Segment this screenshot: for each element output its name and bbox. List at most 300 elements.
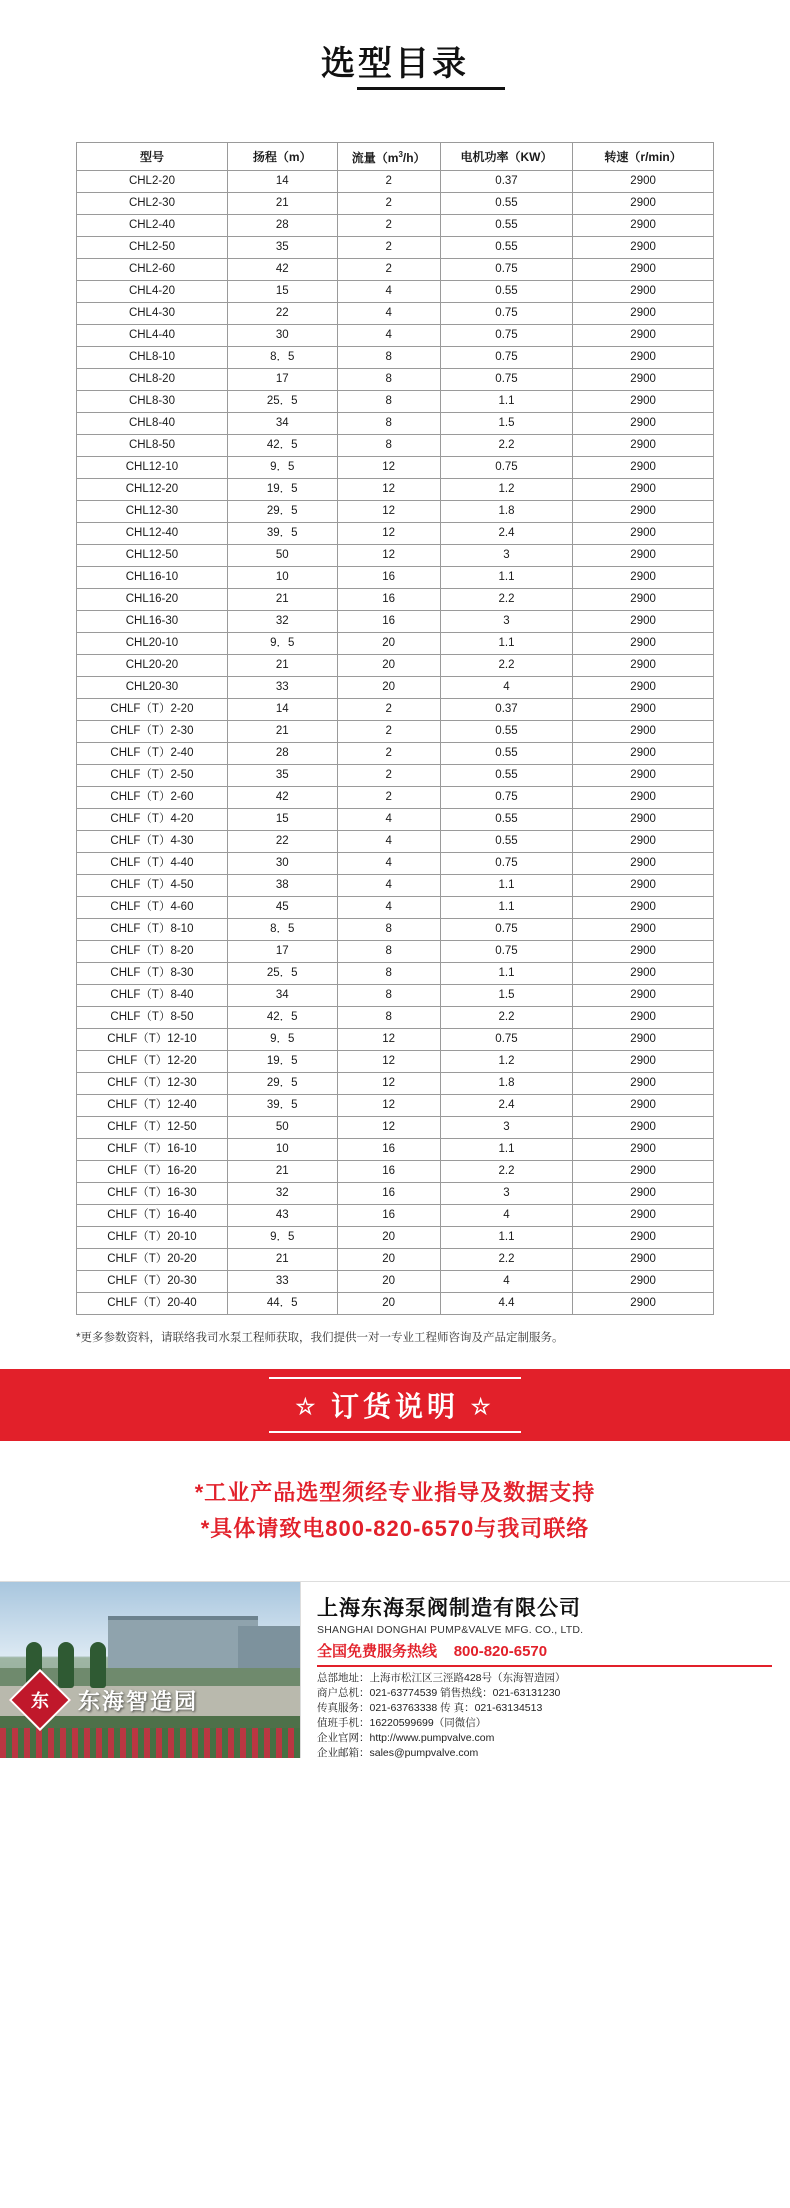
company-name-cn: 上海东海泵阀制造有限公司: [317, 1597, 581, 1620]
cell: CHL4-20: [77, 281, 228, 303]
cell: 12: [337, 1073, 440, 1095]
cell: 2: [337, 193, 440, 215]
cell: 22: [227, 303, 337, 325]
cell: 2900: [573, 1095, 714, 1117]
cell: CHL4-30: [77, 303, 228, 325]
cell: 2900: [573, 215, 714, 237]
cell: 34: [227, 985, 337, 1007]
table-row: [77, 1095, 714, 1117]
logo-diamond-icon: [9, 1669, 71, 1731]
cell: 0.75: [440, 347, 572, 369]
cell: 50: [227, 545, 337, 567]
cell: 20: [337, 1271, 440, 1293]
cell: 2900: [573, 1205, 714, 1227]
cell: 2900: [573, 677, 714, 699]
table-row: [77, 1293, 714, 1315]
cell: 0.55: [440, 281, 572, 303]
table-row: [77, 1139, 714, 1161]
cell: 0.55: [440, 193, 572, 215]
cell: 4: [337, 303, 440, 325]
cell: 17: [227, 369, 337, 391]
cell: 42．5: [227, 435, 337, 457]
cell: 21: [227, 193, 337, 215]
cell: CHLF（T）12-20: [77, 1051, 228, 1073]
cell: 2: [337, 699, 440, 721]
cell: 2.4: [440, 1095, 572, 1117]
table-row: [77, 325, 714, 347]
cell: CHLF（T）2-60: [77, 787, 228, 809]
cell: 35: [227, 237, 337, 259]
cell: 29．5: [227, 501, 337, 523]
table-row: [77, 281, 714, 303]
table-row: [77, 1249, 714, 1271]
cell: 39．5: [227, 523, 337, 545]
cell: 12: [337, 1051, 440, 1073]
cell: 4.4: [440, 1293, 572, 1315]
cell: 16: [337, 567, 440, 589]
table-row: [77, 897, 714, 919]
cell: 42: [227, 259, 337, 281]
cell: CHL8-10: [77, 347, 228, 369]
cell: 1.1: [440, 1139, 572, 1161]
cell: 0.37: [440, 171, 572, 193]
cell: 2900: [573, 1073, 714, 1095]
cell: 0.55: [440, 721, 572, 743]
table-row: [77, 1029, 714, 1051]
cell: CHLF（T）16-40: [77, 1205, 228, 1227]
cell: 0.75: [440, 457, 572, 479]
table-row: [77, 633, 714, 655]
cell: 2900: [573, 347, 714, 369]
cell: CHL20-10: [77, 633, 228, 655]
cell: 0.55: [440, 215, 572, 237]
table-row: [77, 1073, 714, 1095]
cell: 2900: [573, 1249, 714, 1271]
cell: 2: [337, 721, 440, 743]
col-header-head: 扬程（m）: [227, 143, 337, 171]
cell: 2900: [573, 325, 714, 347]
cell: CHL8-20: [77, 369, 228, 391]
cell: 28: [227, 215, 337, 237]
table-row: [77, 391, 714, 413]
cell: CHL20-30: [77, 677, 228, 699]
cell: 1.2: [440, 479, 572, 501]
cell: 2: [337, 215, 440, 237]
cell: CHL16-20: [77, 589, 228, 611]
hotline-label: 全国免费服务热线: [317, 1643, 438, 1660]
cell: 32: [227, 1183, 337, 1205]
cell: 14: [227, 699, 337, 721]
cell: 8: [337, 1007, 440, 1029]
cell: 1.8: [440, 501, 572, 523]
cell: CHLF（T）16-30: [77, 1183, 228, 1205]
cell: 0.75: [440, 1029, 572, 1051]
page-title: 选型目录: [321, 45, 469, 83]
footer-info: [300, 1582, 790, 1758]
cell: 2900: [573, 281, 714, 303]
cell: 2.2: [440, 589, 572, 611]
cell: 32: [227, 611, 337, 633]
cell: 9．5: [227, 1029, 337, 1051]
cell: CHL20-20: [77, 655, 228, 677]
cell: 1.5: [440, 985, 572, 1007]
table-row: [77, 919, 714, 941]
cell: 16: [337, 1183, 440, 1205]
table-row: [77, 501, 714, 523]
cell: 2900: [573, 787, 714, 809]
cell: CHL2-50: [77, 237, 228, 259]
cell: 12: [337, 1029, 440, 1051]
cell: 3: [440, 1117, 572, 1139]
cell: 2900: [573, 413, 714, 435]
cell: 0.75: [440, 303, 572, 325]
cell: 1.1: [440, 897, 572, 919]
red-notes: [0, 1441, 790, 1581]
cell: CHL12-40: [77, 523, 228, 545]
cell: 4: [337, 281, 440, 303]
cell: 45: [227, 897, 337, 919]
cell: 43: [227, 1205, 337, 1227]
cell: 2900: [573, 963, 714, 985]
cell: 12: [337, 457, 440, 479]
cell: 0.75: [440, 853, 572, 875]
logo-text: 东海智造园: [78, 1688, 199, 1714]
spec-table-wrapper: [0, 98, 790, 1315]
table-row: [77, 193, 714, 215]
cell: CHL8-30: [77, 391, 228, 413]
cell: 2900: [573, 1271, 714, 1293]
cell: 9．5: [227, 633, 337, 655]
star-right-icon: ☆: [470, 1394, 495, 1419]
cell: 20: [337, 633, 440, 655]
cell: 8: [337, 963, 440, 985]
contact-line-2: 商户总机：021-63774539 销售热线：021-63131230: [317, 1687, 561, 1699]
company-name-en: SHANGHAI DONGHAI PUMP&VALVE MFG. CO., LTD.: [317, 1624, 584, 1636]
cell: 2900: [573, 391, 714, 413]
cell: CHLF（T）8-40: [77, 985, 228, 1007]
cell: 1.1: [440, 875, 572, 897]
cell: 12: [337, 545, 440, 567]
cell: CHL16-30: [77, 611, 228, 633]
cell: 12: [337, 501, 440, 523]
table-row: [77, 1271, 714, 1293]
cell: 2.2: [440, 1161, 572, 1183]
cell: 2900: [573, 765, 714, 787]
cell: 8: [337, 347, 440, 369]
cell: 4: [440, 1205, 572, 1227]
flow-superscript: 3: [398, 150, 403, 159]
cell: 1.1: [440, 391, 572, 413]
cell: 2900: [573, 1051, 714, 1073]
cell: 20: [337, 1293, 440, 1315]
table-row: [77, 237, 714, 259]
contact-line-6: 企业邮箱：sales@pumpvalve.com: [317, 1747, 479, 1759]
cell: CHLF（T）8-10: [77, 919, 228, 941]
contact-line-5: 企业官网：http://www.pumpvalve.com: [317, 1732, 495, 1744]
cell: 2900: [573, 237, 714, 259]
table-row: [77, 259, 714, 281]
cell: 4: [337, 853, 440, 875]
cell: 1.1: [440, 963, 572, 985]
col-header-speed: 转速（r/min）: [573, 143, 714, 171]
cell: CHLF（T）12-10: [77, 1029, 228, 1051]
cell: 4: [440, 1271, 572, 1293]
col-header-power: 电机功率（KW）: [440, 143, 572, 171]
cell: 2900: [573, 1029, 714, 1051]
cell: 2: [337, 743, 440, 765]
cell: CHL2-20: [77, 171, 228, 193]
cell: 29．5: [227, 1073, 337, 1095]
cell: CHLF（T）12-30: [77, 1073, 228, 1095]
cell: 10: [227, 1139, 337, 1161]
table-row: [77, 435, 714, 457]
title-underline: [357, 87, 505, 90]
table-row: [77, 721, 714, 743]
table-row: [77, 853, 714, 875]
cell: 2900: [573, 523, 714, 545]
cell: 38: [227, 875, 337, 897]
cell: CHLF（T）2-50: [77, 765, 228, 787]
cell: 9．5: [227, 1227, 337, 1249]
cell: 8: [337, 435, 440, 457]
cell: 2: [337, 237, 440, 259]
cell: 15: [227, 281, 337, 303]
table-row: [77, 985, 714, 1007]
cell: 50: [227, 1117, 337, 1139]
cell: 8．5: [227, 347, 337, 369]
table-row: [77, 831, 714, 853]
banner-text: 订货说明: [330, 1391, 459, 1422]
table-row: [77, 1051, 714, 1073]
banner-inner: [269, 1377, 520, 1433]
cell: 2.2: [440, 435, 572, 457]
cell: CHL12-10: [77, 457, 228, 479]
cell: 2900: [573, 1161, 714, 1183]
table-row: [77, 215, 714, 237]
table-row: [77, 941, 714, 963]
cell: CHL16-10: [77, 567, 228, 589]
cell: 2900: [573, 369, 714, 391]
table-row: [77, 875, 714, 897]
table-row: [77, 809, 714, 831]
cell: CHL4-40: [77, 325, 228, 347]
cell: 3: [440, 611, 572, 633]
flow-prefix: 流量（m: [351, 151, 399, 165]
cell: CHL2-30: [77, 193, 228, 215]
table-row: [77, 171, 714, 193]
cell: CHLF（T）4-40: [77, 853, 228, 875]
table-header: [77, 143, 714, 171]
table-body: [77, 171, 714, 1315]
cell: 4: [337, 875, 440, 897]
star-left-icon: ☆: [295, 1394, 320, 1419]
cell: 19．5: [227, 1051, 337, 1073]
cell: 2900: [573, 743, 714, 765]
cell: CHLF（T）20-10: [77, 1227, 228, 1249]
cell: 2900: [573, 435, 714, 457]
cell: 12: [337, 479, 440, 501]
cell: CHL12-30: [77, 501, 228, 523]
cell: 2900: [573, 699, 714, 721]
cell: 2900: [573, 831, 714, 853]
table-row: [77, 545, 714, 567]
table-row: [77, 1183, 714, 1205]
cell: 30: [227, 325, 337, 347]
factory-photo: [0, 1582, 300, 1758]
cell: CHL8-50: [77, 435, 228, 457]
cell: 8: [337, 391, 440, 413]
cell: 20: [337, 1249, 440, 1271]
cell: 8: [337, 941, 440, 963]
cell: 44．5: [227, 1293, 337, 1315]
cell: 2.2: [440, 655, 572, 677]
cell: 2900: [573, 1183, 714, 1205]
cell: 4: [337, 809, 440, 831]
cell: CHLF（T）4-30: [77, 831, 228, 853]
cell: CHLF（T）12-50: [77, 1117, 228, 1139]
cell: 9．5: [227, 457, 337, 479]
cell: 21: [227, 1249, 337, 1271]
table-row: [77, 1161, 714, 1183]
cell: 20: [337, 1227, 440, 1249]
table-row: [77, 369, 714, 391]
cell: 33: [227, 1271, 337, 1293]
cell: 2900: [573, 501, 714, 523]
cell: 21: [227, 1161, 337, 1183]
cell: 2900: [573, 1293, 714, 1315]
flow-suffix: /h）: [402, 151, 426, 165]
cell: 10: [227, 567, 337, 589]
cell: 35: [227, 765, 337, 787]
cell: 16: [337, 1139, 440, 1161]
cell: 1.5: [440, 413, 572, 435]
cell: CHLF（T）4-60: [77, 897, 228, 919]
cell: 15: [227, 809, 337, 831]
cell: 1.8: [440, 1073, 572, 1095]
cell: 12: [337, 523, 440, 545]
cell: CHL2-40: [77, 215, 228, 237]
cell: 16: [337, 1161, 440, 1183]
cell: 0.75: [440, 941, 572, 963]
cell: 39．5: [227, 1095, 337, 1117]
cell: 0.55: [440, 831, 572, 853]
cell: 2900: [573, 259, 714, 281]
cell: 0.75: [440, 325, 572, 347]
table-row: [77, 479, 714, 501]
table-note: *更多参数资料，请联络我司水泵工程师获取，我们提供一对一专业工程师咨询及产品定制服务。: [76, 1332, 564, 1344]
cell: 2900: [573, 809, 714, 831]
cell: 0.55: [440, 765, 572, 787]
cell: 2900: [573, 919, 714, 941]
cell: 21: [227, 589, 337, 611]
cell: 0.55: [440, 809, 572, 831]
cell: CHLF（T）2-30: [77, 721, 228, 743]
cell: 8: [337, 369, 440, 391]
table-row: [77, 347, 714, 369]
cell: 0.55: [440, 237, 572, 259]
cell: 0.75: [440, 259, 572, 281]
cell: 2900: [573, 171, 714, 193]
cell: CHLF（T）20-30: [77, 1271, 228, 1293]
cell: CHLF（T）8-20: [77, 941, 228, 963]
cell: 16: [337, 1205, 440, 1227]
table-row: [77, 963, 714, 985]
cell: 2900: [573, 589, 714, 611]
cell: 12: [337, 1117, 440, 1139]
red-note-2: *具体请致电800-820-6570与我司联络: [200, 1516, 590, 1541]
cell: 2900: [573, 1227, 714, 1249]
red-note-1: *工业产品选型须经专业指导及数据支持: [194, 1480, 596, 1505]
table-row: [77, 765, 714, 787]
cell: 2: [337, 787, 440, 809]
cell: CHLF（T）2-20: [77, 699, 228, 721]
cell: 8: [337, 413, 440, 435]
cell: 2900: [573, 721, 714, 743]
table-row: [77, 699, 714, 721]
table-row: [77, 567, 714, 589]
cell: 34: [227, 413, 337, 435]
cell: 4: [337, 831, 440, 853]
hotline: [317, 1640, 780, 1661]
cell: CHLF（T）8-30: [77, 963, 228, 985]
cell: 16: [337, 611, 440, 633]
cell: 20: [337, 655, 440, 677]
cell: 2900: [573, 1007, 714, 1029]
order-instructions-banner: [0, 1369, 790, 1441]
cell: 0.75: [440, 919, 572, 941]
cell: 42．5: [227, 1007, 337, 1029]
cell: 0.75: [440, 787, 572, 809]
cell: 0.75: [440, 369, 572, 391]
cell: 33: [227, 677, 337, 699]
col-header-model: 型号: [77, 143, 228, 171]
cell: 21: [227, 655, 337, 677]
col-header-flow: [337, 143, 440, 171]
cell: 2.2: [440, 1249, 572, 1271]
cell: 2900: [573, 875, 714, 897]
cell: 2.4: [440, 523, 572, 545]
table-row: [77, 413, 714, 435]
cell: CHLF（T）2-40: [77, 743, 228, 765]
cell: 25．5: [227, 963, 337, 985]
cell: 21: [227, 721, 337, 743]
footer: [0, 1581, 790, 1758]
logo-badge: [18, 1678, 198, 1722]
cell: 1.1: [440, 567, 572, 589]
logo-char: 东: [31, 1691, 49, 1711]
cell: 0.37: [440, 699, 572, 721]
cell: 28: [227, 743, 337, 765]
hotline-number: 800-820-6570: [453, 1643, 548, 1660]
cell: 2900: [573, 303, 714, 325]
cell: 25．5: [227, 391, 337, 413]
cell: 2900: [573, 479, 714, 501]
table-row: [77, 1007, 714, 1029]
cell: 3: [440, 1183, 572, 1205]
table-row: [77, 1227, 714, 1249]
cell: 2: [337, 765, 440, 787]
cell: 12: [337, 1095, 440, 1117]
cell: 42: [227, 787, 337, 809]
cell: CHL12-20: [77, 479, 228, 501]
cell: 2900: [573, 985, 714, 1007]
table-row: [77, 677, 714, 699]
cell: 2900: [573, 655, 714, 677]
cell: 16: [337, 589, 440, 611]
cell: 0.55: [440, 743, 572, 765]
table-row: [77, 611, 714, 633]
photo-flowerbed: [0, 1728, 300, 1758]
